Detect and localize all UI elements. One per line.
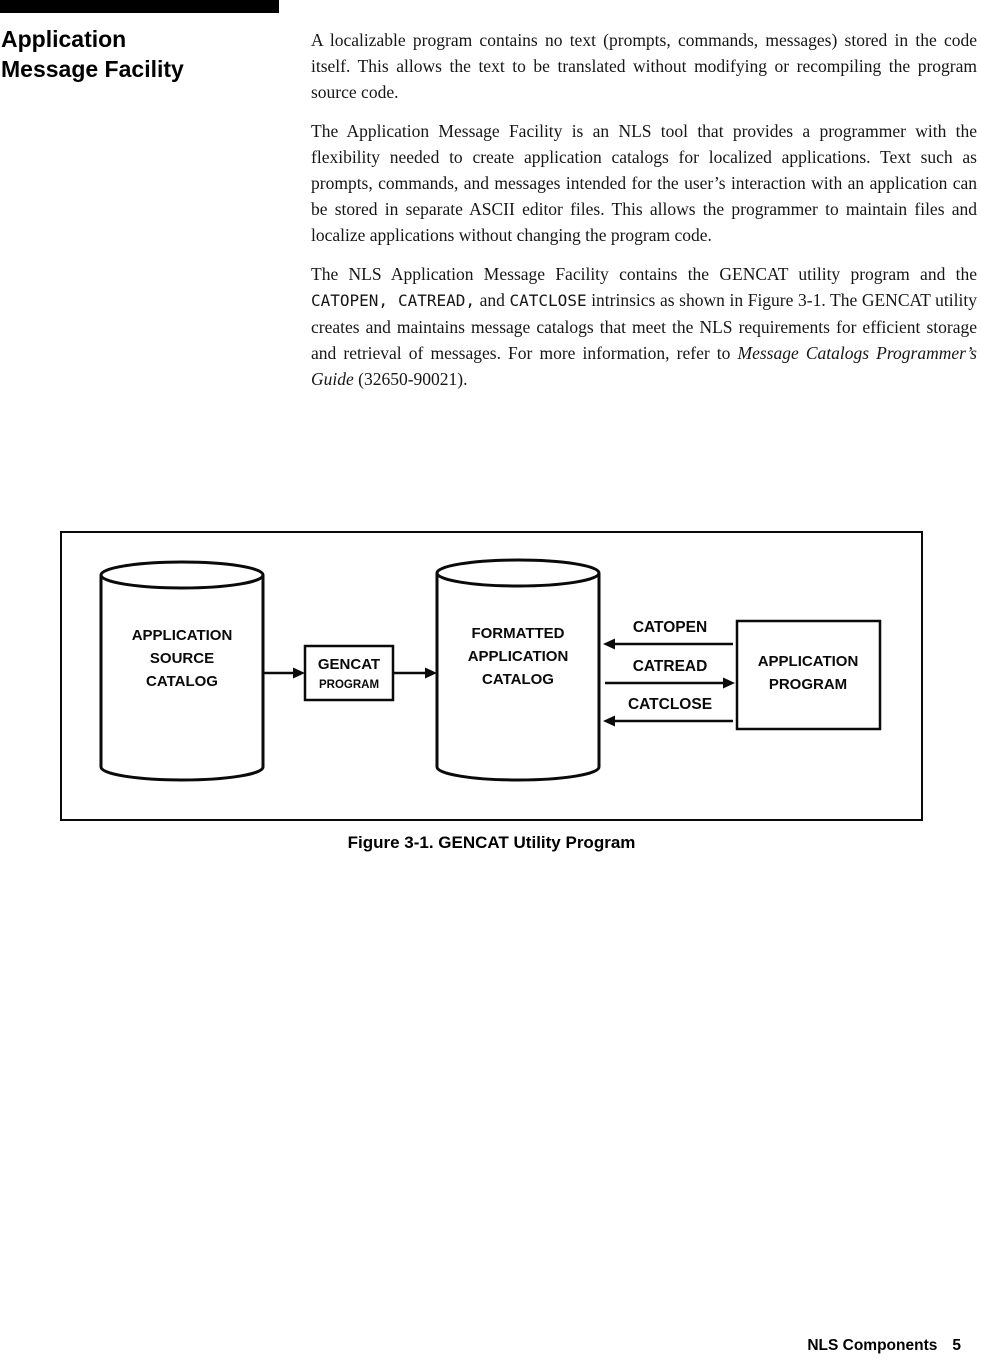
formatted-catalog-label-line1: FORMATTED [471,625,565,642]
gencat-diagram-canvas [62,533,921,819]
formatted-catalog-label-line3: CATALOG [482,671,554,688]
section-heading-line2: Message Facility [1,56,184,82]
source-catalog-cylinder-top [101,562,263,588]
gencat-box-label-line2: PROGRAM [318,679,380,691]
page-footer [807,1337,961,1355]
gencat-box-label-line1: GENCAT [317,656,381,673]
catclose-arrow-head [603,716,615,727]
source-catalog-label-line3: CATALOG [146,673,218,690]
arrow-gencat-to-formatted-head [425,668,437,679]
intrinsic-names-catopen-catread: CATOPEN, CATREAD, [311,291,475,310]
catread-arrow-head [723,678,735,689]
figure-caption: Figure 3-1. GENCAT Utility Program [347,833,636,852]
arrow-source-to-gencat-head [293,668,305,679]
intrinsic-name-catclose: CATCLOSE [509,291,587,310]
paragraph-1: A localizable program contains no text (prompts, commands, messages) stored in the code itself. This allows the text to be translated without modifying or recompiling the program source code. [311,30,977,102]
gencat-program-box [305,646,393,700]
figure-3-1-diagram [60,531,923,821]
catclose-label: CATCLOSE [627,696,713,713]
formatted-catalog-cylinder-top [437,560,599,586]
application-program-label-line1: APPLICATION [757,653,859,670]
catread-label: CATREAD [632,658,708,675]
section-heading [1,24,184,84]
paragraph-3 [311,261,977,392]
paragraph-3-text-1: The NLS Application Message Facility contains the GENCAT utility program and the [311,264,977,284]
page-number: 5 [952,1337,961,1354]
section-heading-line1: Application [1,26,127,52]
book-title-reference: Message Catalogs Programmer’s Guide [311,343,977,389]
paragraph-2: The Application Message Facility is an NLS tool that provides a programmer with the flexibility needed to create application catalogs for localized applications. Text such as prompts, commands, and messages intended for the user’s interaction with an application can be stored in separate ASCII editor files. This allows the programmer to maintain files and localize applications without changing the program code. [311,121,977,245]
catopen-arrow-head [603,639,615,650]
application-program-box [737,621,880,729]
paragraph-3-text-2: and [475,290,510,310]
body-text [311,27,977,405]
source-catalog-label-line2: SOURCE [149,650,215,667]
paragraph-3-text-4: (32650-90021). [353,369,468,389]
catopen-label: CATOPEN [632,619,708,636]
source-catalog-label-line1: APPLICATION [131,627,233,644]
formatted-catalog-label-line2: APPLICATION [467,648,569,665]
application-program-label-line2: PROGRAM [768,676,848,693]
header-rule [0,0,279,13]
paragraph-3-text-3: intrinsics as shown in Figure 3-1. The GENCAT utility creates and maintains message catalogs that meet the NLS requirements for efficient storage and retrieval of messages. For more information, refer to [311,290,977,363]
footer-section-label: NLS Components [807,1337,938,1354]
